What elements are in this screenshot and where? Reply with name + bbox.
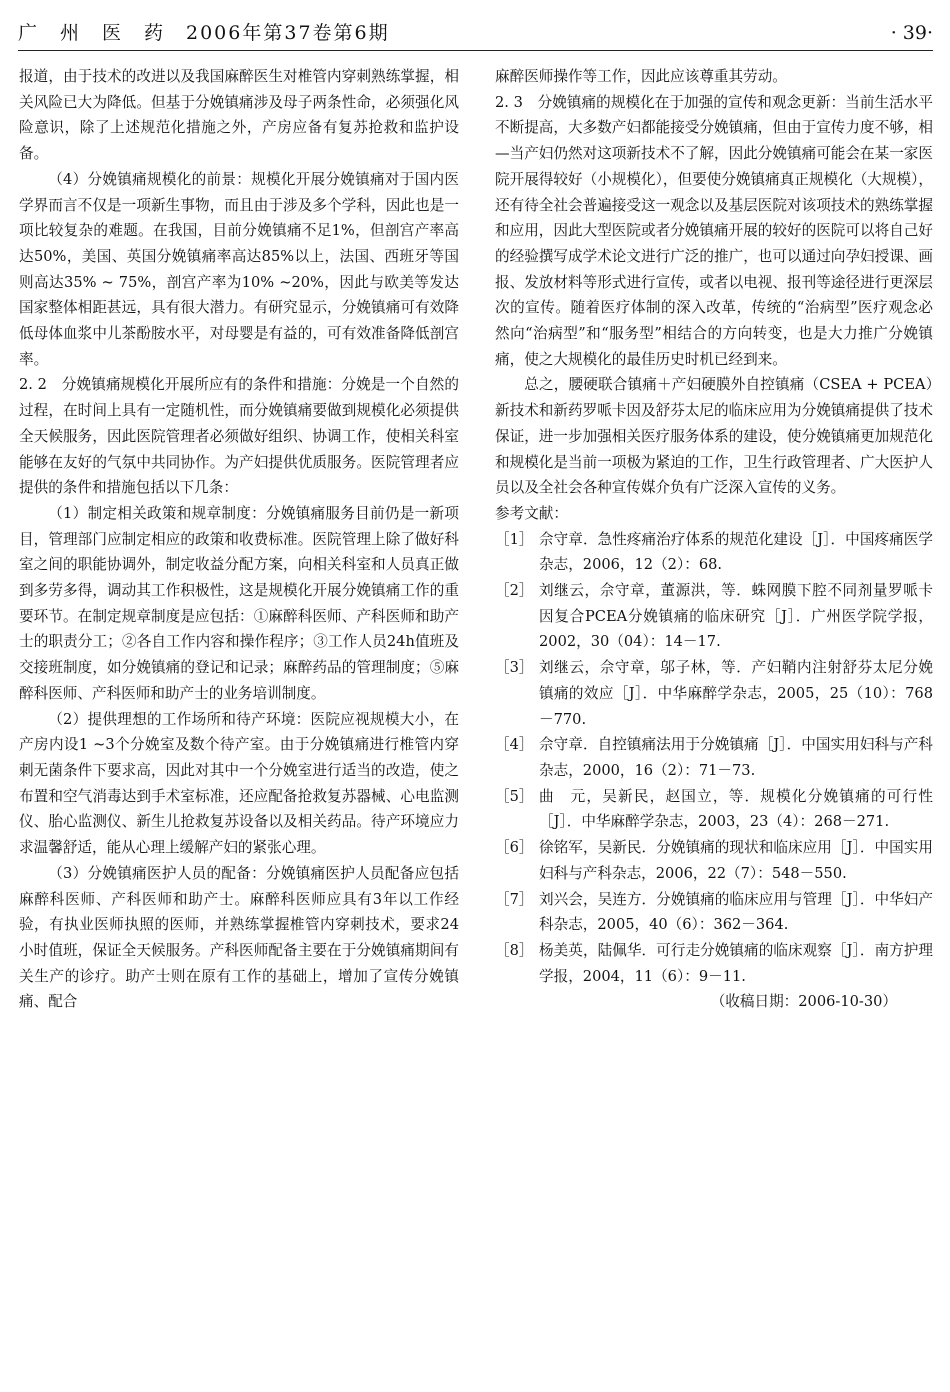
reference-number: ［3］ [495, 659, 534, 677]
reference-number: ［2］ [495, 582, 534, 600]
reference-number: ［6］ [495, 839, 534, 857]
journal-title: 广 州 医 药 2006年第37卷第6期 [18, 22, 390, 44]
section-2-3: 2. 3 分娩镇痛的规模化在于加强的宣传和观念更新：当前生活水平不断提高，大多数产妇都能接受分娩镇痛，但由于宣传力度不够，相—当产妇仍然对这项新技术不了解，因此分娩镇痛可能会在某一家医院开展得较好（小规模化），但要使分娩镇痛真正规模化（大规模），还有待全社会普遍接受这一观念以及基层医院对该项技术的熟练掌握和应用，因此大型医院或者分娩镇痛开展的较好的医院可以将自己好的经验撰写成学术论文进行广泛的推广，也可以通过向孕妇授课、画报、发放材料等形式进行宣传，或者以电视、报刊等途径进行更深层次的宣传。随着医疗体制的深入改革，传统的“治病型”医疗观念必然向“治病型”和“服务型”相结合的方向转变，也是大力推广分娩镇痛，使之大规模化的最佳历史时机已经到来。 [495, 93, 933, 368]
page-header [18, 18, 933, 48]
reference-item [495, 784, 933, 835]
paragraph: （1）制定相关政策和规章制度：分娩镇痛服务目前仍是一新项目，管理部门应制定相应的政策和收费标准。医院管理上除了做好科室之间的职能协调外，制定收益分配方案，向相关科室和人员真正做到多劳多得，调动其工作积极性，这是规模化开展分娩镇痛工作的重要环节。在制定规章制度是应包括：①麻醉科医师、产科医师和助产士的职责分工；②各自工作内容和操作程序；③工作人员24h值班及交接班制度，如分娩镇痛的登记和记录；麻醉药品的管理制度；⑤麻醉科医师、产科医师和助产士的业务培训制度。 [19, 504, 459, 702]
reference-item [495, 835, 933, 886]
reference-number: ［7］ [495, 890, 534, 908]
reference-text: 曲 元，吴新民，赵国立，等．规模化分娩镇痛的可行性［J］．中华麻醉学杂志，2003，23（4）：268－271. [539, 787, 933, 831]
left-column [19, 64, 459, 1015]
reference-item [495, 887, 933, 938]
reference-number: ［4］ [495, 736, 534, 754]
conclusion-paragraph: 总之，腰硬联合镇痛＋产妇硬膜外自控镇痛（CSEA + PCEA）新技术和新药罗哌卡因及舒芬太尼的临床应用为分娩镇痛提供了技术保证，进一步加强相关医疗服务体系的建设，使分娩镇痛更加规范化和规模化是当前一项极为紧迫的工作，卫生行政管理者、广大医护人员以及全社会各种宣传媒介负有广泛深入宣传的义务。 [495, 376, 933, 497]
reference-text: 刘继云，佘守章，邬子林，等．产妇鞘内注射舒芬太尼分娩镇痛的效应［J］．中华麻醉学杂志，2005，25（10）：768－770. [539, 659, 933, 728]
reference-text: 佘守章．急性疼痛治疗体系的规范化建设［J］．中国疼痛医学杂志，2006，12（2）：68. [539, 530, 933, 574]
paragraph: （3）分娩镇痛医护人员的配备：分娩镇痛医护人员配备应包括麻醉科医师、产科医师和助产士。麻醉科医师应具有3年以工作经验，有执业医师执照的医师，并熟练掌握椎管内穿刺技术，要求24小时值班，保证全天候服务。产科医师配备主要在于分娩镇痛期间有关生产的诊疗。助产士则在原有工作的基础上，增加了宣传分娩镇痛、配合 [19, 864, 459, 1011]
reference-list [495, 527, 933, 990]
section-2-2: 2. 2 分娩镇痛规模化开展所应有的条件和措施：分娩是一个自然的过程，在时间上具有一定随机性，而分娩镇痛要做到规模化必须提供全天候服务，因此医院管理者必须做好组织、协调工作，使相关科室能够在友好的气氛中共同协作。为产妇提供优质服务。医院管理者应提供的条件和措施包括以下几条： [19, 376, 459, 497]
references-heading: 参考文献： [495, 504, 568, 522]
reference-item [495, 578, 933, 655]
received-date: （收稿日期：2006-10-30） [710, 993, 897, 1011]
reference-item [495, 527, 933, 578]
right-column [495, 64, 933, 1015]
reference-number: ［5］ [495, 787, 534, 805]
reference-item [495, 938, 933, 989]
reference-number: ［1］ [495, 530, 534, 548]
reference-text: 刘兴会，吴连方．分娩镇痛的临床应用与管理［J］．中华妇产科杂志，2005，40（6）：362－364. [539, 890, 933, 934]
reference-number: ［8］ [495, 941, 534, 959]
reference-text: 徐铭军，吴新民．分娩镇痛的现状和临床应用［J］．中国实用妇科与产科杂志，2006，22（7）：548－550. [539, 839, 933, 882]
reference-text: 佘守章．自控镇痛法用于分娩镇痛［J］．中国实用妇科与产科杂志，2000，16（2）：71－73. [539, 736, 933, 779]
reference-item [495, 655, 933, 732]
page-number: · 39· [890, 22, 933, 44]
paragraph: 报道，由于技术的改进以及我国麻醉医生对椎管内穿刺熟练掌握，相关风险已大为降低。但基于分娩镇痛涉及母子两条性命，必须强化风险意识，除了上述规范化措施之外，产房应备有复苏抢救和监护设备。 [19, 68, 459, 163]
reference-item [495, 732, 933, 783]
paragraph: 麻醉医师操作等工作，因此应该尊重其劳动。 [495, 68, 787, 85]
paragraph: （4）分娩镇痛规模化的前景：规模化开展分娩镇痛对于国内医学界而言不仅是一项新生事物，而且由于涉及多个学科，因此也是一项比较复杂的难题。在我国，目前分娩镇痛不足1%，但剖宫产率高达50%，美国、英国分娩镇痛率高达85%以上，法国、西班牙等国则高达35% ~ 75%，剖宫产率为10% ~20%，因此与欧美等发达国家整体相距甚远，具有很大潜力。有研究显示，分娩镇痛可有效降低母体血浆中儿茶酚胺水平，对母婴是有益的，可有效准备降低剖宫率。 [19, 170, 459, 368]
reference-text: 刘继云，佘守章，董源洪，等．蛛网膜下腔不同剂量罗哌卡因复合PCEA分娩镇痛的临床研究［J］．广州医学院学报，2002，30（04）：14－17. [539, 582, 933, 651]
reference-text: 杨美英，陆佩华．可行走分娩镇痛的临床观察［J］．南方护理学报，2004，11（6）：9－11. [539, 941, 933, 985]
header-divider [18, 50, 933, 51]
paragraph: （2）提供理想的工作场所和待产环境：医院应视规模大小，在产房内设1 ~3个分娩室及数个待产室。由于分娩镇痛进行椎管内穿刺无菌条件下要求高，因此对其中一个分娩室进行适当的改造，使之布置和空气消毒达到手术室标准，还应配备抢救复苏器械、心电监测仪、胎心监测仪、新生儿抢救复苏设备以及相关药品。待产环境应力求温馨舒适，能从心理上缓解产妇的紧张心理。 [19, 710, 459, 857]
